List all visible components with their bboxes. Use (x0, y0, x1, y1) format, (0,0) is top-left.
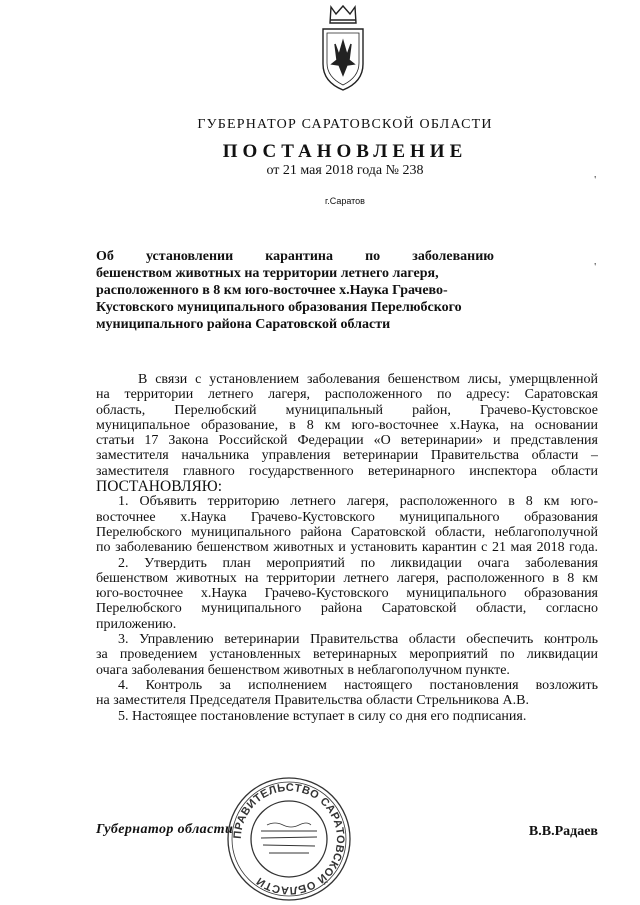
official-stamp-seal (225, 775, 353, 903)
body-line: статьи 17 Закона Российской Федерации «О ветеринарии» и представления (96, 433, 598, 449)
body-line: на территории летнего лагеря, расположенного по адресу: Саратовская (96, 387, 598, 403)
preamble-paragraph (96, 372, 598, 494)
body-line: Перелюбского муниципального района Саратовской области, неблагополучной (96, 524, 598, 540)
body-line: юго-восточнее х.Наука Грачево-Кустовского муниципального образования (96, 586, 598, 602)
signatory-title: Губернатор области (96, 822, 234, 837)
document-subject (96, 248, 494, 333)
clause-5 (96, 709, 598, 724)
clause-3 (96, 632, 598, 678)
body-line: 4. Контроль за исполнением настоящего постановления возложить (118, 677, 598, 693)
document-type-title: ПОСТАНОВЛЕНИЕ (222, 141, 468, 162)
subject-line: расположенного в 8 км юго-восточнее х.Наука Грачево- (96, 283, 448, 298)
margin-mark: ' (594, 262, 596, 273)
body-line: 2. Утвердить план мероприятий по ликвидации очага заболевания (118, 555, 598, 571)
body-line: за проведением установленных ветеринарных мероприятий по ликвидации (96, 647, 598, 663)
body-line: муниципальное образование, в 8 км юго-восточнее х.Наука, на основании (96, 417, 598, 433)
document-body (96, 372, 598, 724)
body-line: восточнее х.Наука Грачево-Кустовского муниципального образования (96, 509, 598, 525)
document-city: г.Саратов (325, 196, 365, 206)
clause-1 (96, 494, 598, 555)
body-line: область, Перелюбский муниципальный район, Грачево-Кустовское (96, 402, 598, 418)
body-line: 3. Управлению ветеринарии Правительства области обеспечить контроль (118, 632, 598, 648)
decree-word: ПОСТАНОВЛЯЮ: (96, 479, 223, 495)
clause-2 (96, 556, 598, 632)
signatory-name: В.В.Радаев (528, 824, 598, 839)
body-line: заместителя начальника управления ветеринарии Правительства области – (96, 448, 598, 464)
body-line: заместителя главного государственного ветеринарного инспектора области (96, 463, 598, 479)
issuing-authority: ГУБЕРНАТОР САРАТОВСКОЙ ОБЛАСТИ (197, 117, 493, 132)
subject-line: бешенством животных на территории летнего лагеря, (96, 266, 439, 281)
body-line: очага заболевания бешенством животных в неблагополучном пункте. (96, 662, 510, 678)
svg-text:ПРАВИТЕЛЬСТВО САРАТОВСКОЙ ОБЛА: ПРАВИТЕЛЬСТВО САРАТОВСКОЙ ОБЛАСТИ (231, 781, 347, 897)
body-line: 1. Объявить территорию летнего лагеря, расположенного в 8 км юго- (118, 494, 598, 510)
body-line: по заболеванию бешенством животных и установить карантин с 21 мая 2018 года. (96, 540, 598, 556)
body-line: В связи с установлением заболевания бешенством лисы, умерщвленной (138, 372, 598, 387)
body-line: бешенством животных на территории летнего лагеря, расположенного в 8 км (96, 570, 598, 586)
body-line: Перелюбского муниципального района Саратовской области, согласно (96, 601, 598, 617)
margin-mark: ' (594, 175, 596, 186)
subject-line: муниципального района Саратовской области (96, 317, 391, 332)
subject-line: Об установлении карантина по заболеванию (96, 249, 494, 264)
body-line: 5. Настоящее постановление вступает в силу со дня его подписания. (118, 708, 527, 724)
body-line: на заместителя Председателя Правительства области Стрельникова А.В. (96, 693, 529, 709)
coat-of-arms-emblem (312, 4, 374, 94)
body-line: приложению. (96, 616, 177, 632)
clause-4 (96, 678, 598, 709)
subject-line: Кустовского муниципального образования Перелюбского (96, 300, 462, 315)
document-date-number: от 21 мая 2018 года № 238 (266, 163, 424, 178)
